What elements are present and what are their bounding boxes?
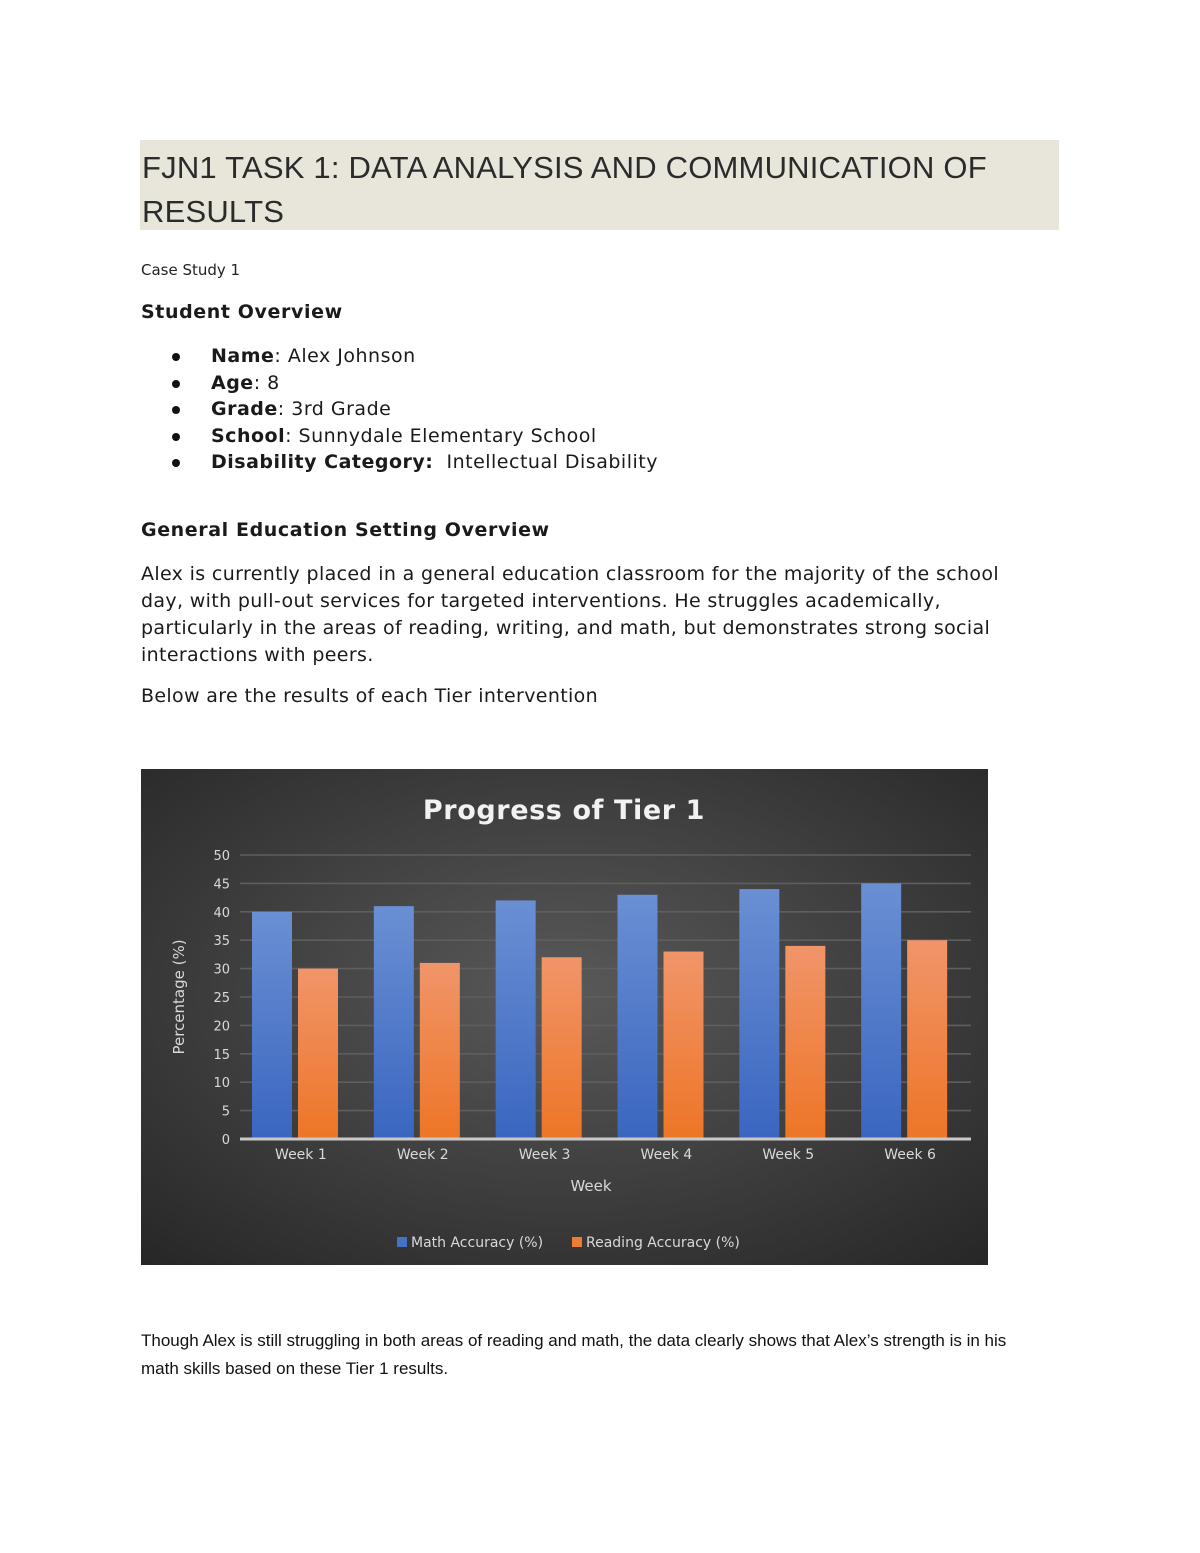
field-label: Grade bbox=[211, 398, 278, 420]
field-label: School bbox=[211, 424, 286, 447]
bar-reading bbox=[298, 969, 338, 1139]
student-overview-heading: Student Overview bbox=[141, 301, 343, 323]
chart-title: Progress of Tier 1 bbox=[422, 795, 706, 826]
field-value: Alex Johnson bbox=[281, 345, 416, 367]
list-item bbox=[172, 370, 658, 397]
y-tick-label: 50 bbox=[213, 849, 230, 864]
field-value: 8 bbox=[260, 371, 280, 394]
y-tick-label: 15 bbox=[213, 1047, 230, 1063]
field-label: Disability Category: bbox=[211, 451, 434, 473]
chart-svg bbox=[141, 769, 988, 1265]
y-tick-label: 35 bbox=[213, 934, 230, 950]
field-separator: : bbox=[253, 371, 261, 394]
bar-math bbox=[618, 895, 658, 1139]
bar-reading bbox=[420, 963, 460, 1139]
field-separator: : bbox=[277, 398, 285, 420]
y-tick-label: 40 bbox=[213, 905, 230, 921]
title-banner bbox=[140, 140, 1059, 230]
field-separator: : bbox=[274, 345, 282, 367]
y-tick-label: 25 bbox=[213, 991, 230, 1006]
x-tick-label: Week 4 bbox=[640, 1147, 693, 1163]
bar-math bbox=[861, 883, 901, 1139]
bar-math bbox=[739, 889, 779, 1139]
student-overview-list bbox=[172, 343, 658, 476]
bullet-icon bbox=[172, 353, 180, 361]
tier1-chart bbox=[141, 769, 988, 1265]
y-tick-label: 20 bbox=[213, 1019, 230, 1035]
bar-reading bbox=[785, 946, 825, 1139]
case-study-label: Case Study 1 bbox=[141, 261, 241, 279]
field-label: Age bbox=[211, 371, 254, 394]
legend-swatch bbox=[397, 1237, 407, 1247]
legend-swatch bbox=[572, 1237, 582, 1247]
y-tick-label: 0 bbox=[221, 1133, 230, 1148]
field-value: Intellectual Disability bbox=[433, 451, 658, 473]
x-tick-label: Week 1 bbox=[275, 1147, 327, 1163]
document-title: FJN1 TASK 1: DATA ANALYSIS AND COMMUNICATION OF RESULTS bbox=[142, 150, 987, 229]
y-tick-label: 5 bbox=[221, 1104, 230, 1120]
list-item bbox=[172, 423, 658, 450]
field-value: Sunnydale Elementary School bbox=[292, 424, 597, 447]
bullet-icon bbox=[172, 406, 180, 414]
bar-math bbox=[374, 906, 414, 1139]
field-value: 3rd Grade bbox=[284, 398, 392, 420]
bar-math bbox=[252, 912, 292, 1139]
bullet-icon bbox=[172, 380, 180, 388]
list-item bbox=[172, 449, 658, 476]
field-separator: : bbox=[285, 424, 292, 447]
tier-intro-line: Below are the results of each Tier intervention bbox=[141, 685, 599, 707]
bar-reading bbox=[907, 940, 947, 1139]
legend-label: Math Accuracy (%) bbox=[411, 1235, 544, 1251]
closing-paragraph: Though Alex is still struggling in both areas of reading and math, the data clearly shows that Alex’s strength is in his math skills based on these Tier 1 results. bbox=[141, 1331, 1007, 1378]
x-tick-label: Week 3 bbox=[518, 1147, 571, 1163]
general-education-paragraph: Alex is currently placed in a general education classroom for the majority of the school day, with pull-out services for targeted interventions. He struggles academically, particularly in the areas of reading, writing, and math, but demonstrates strong social interactions with peers. bbox=[141, 563, 999, 666]
x-tick-label: Week 6 bbox=[884, 1147, 936, 1163]
legend-label: Reading Accuracy (%) bbox=[586, 1235, 740, 1251]
y-tick-label: 45 bbox=[213, 877, 230, 893]
y-tick-label: 10 bbox=[213, 1076, 230, 1092]
y-tick-label: 30 bbox=[213, 962, 230, 978]
bullet-icon bbox=[172, 459, 180, 467]
x-tick-label: Week 5 bbox=[762, 1147, 815, 1163]
bar-reading bbox=[664, 952, 704, 1139]
x-axis-label: Week bbox=[570, 1177, 612, 1195]
list-item bbox=[172, 396, 658, 423]
general-education-heading: General Education Setting Overview bbox=[141, 519, 550, 541]
bullet-icon bbox=[172, 433, 180, 441]
list-item bbox=[172, 343, 658, 370]
y-axis-label: Percentage (%) bbox=[170, 939, 188, 1055]
x-tick-label: Week 2 bbox=[396, 1147, 449, 1163]
bar-reading bbox=[542, 957, 582, 1139]
field-label: Name bbox=[211, 345, 275, 367]
bar-math bbox=[496, 900, 536, 1139]
